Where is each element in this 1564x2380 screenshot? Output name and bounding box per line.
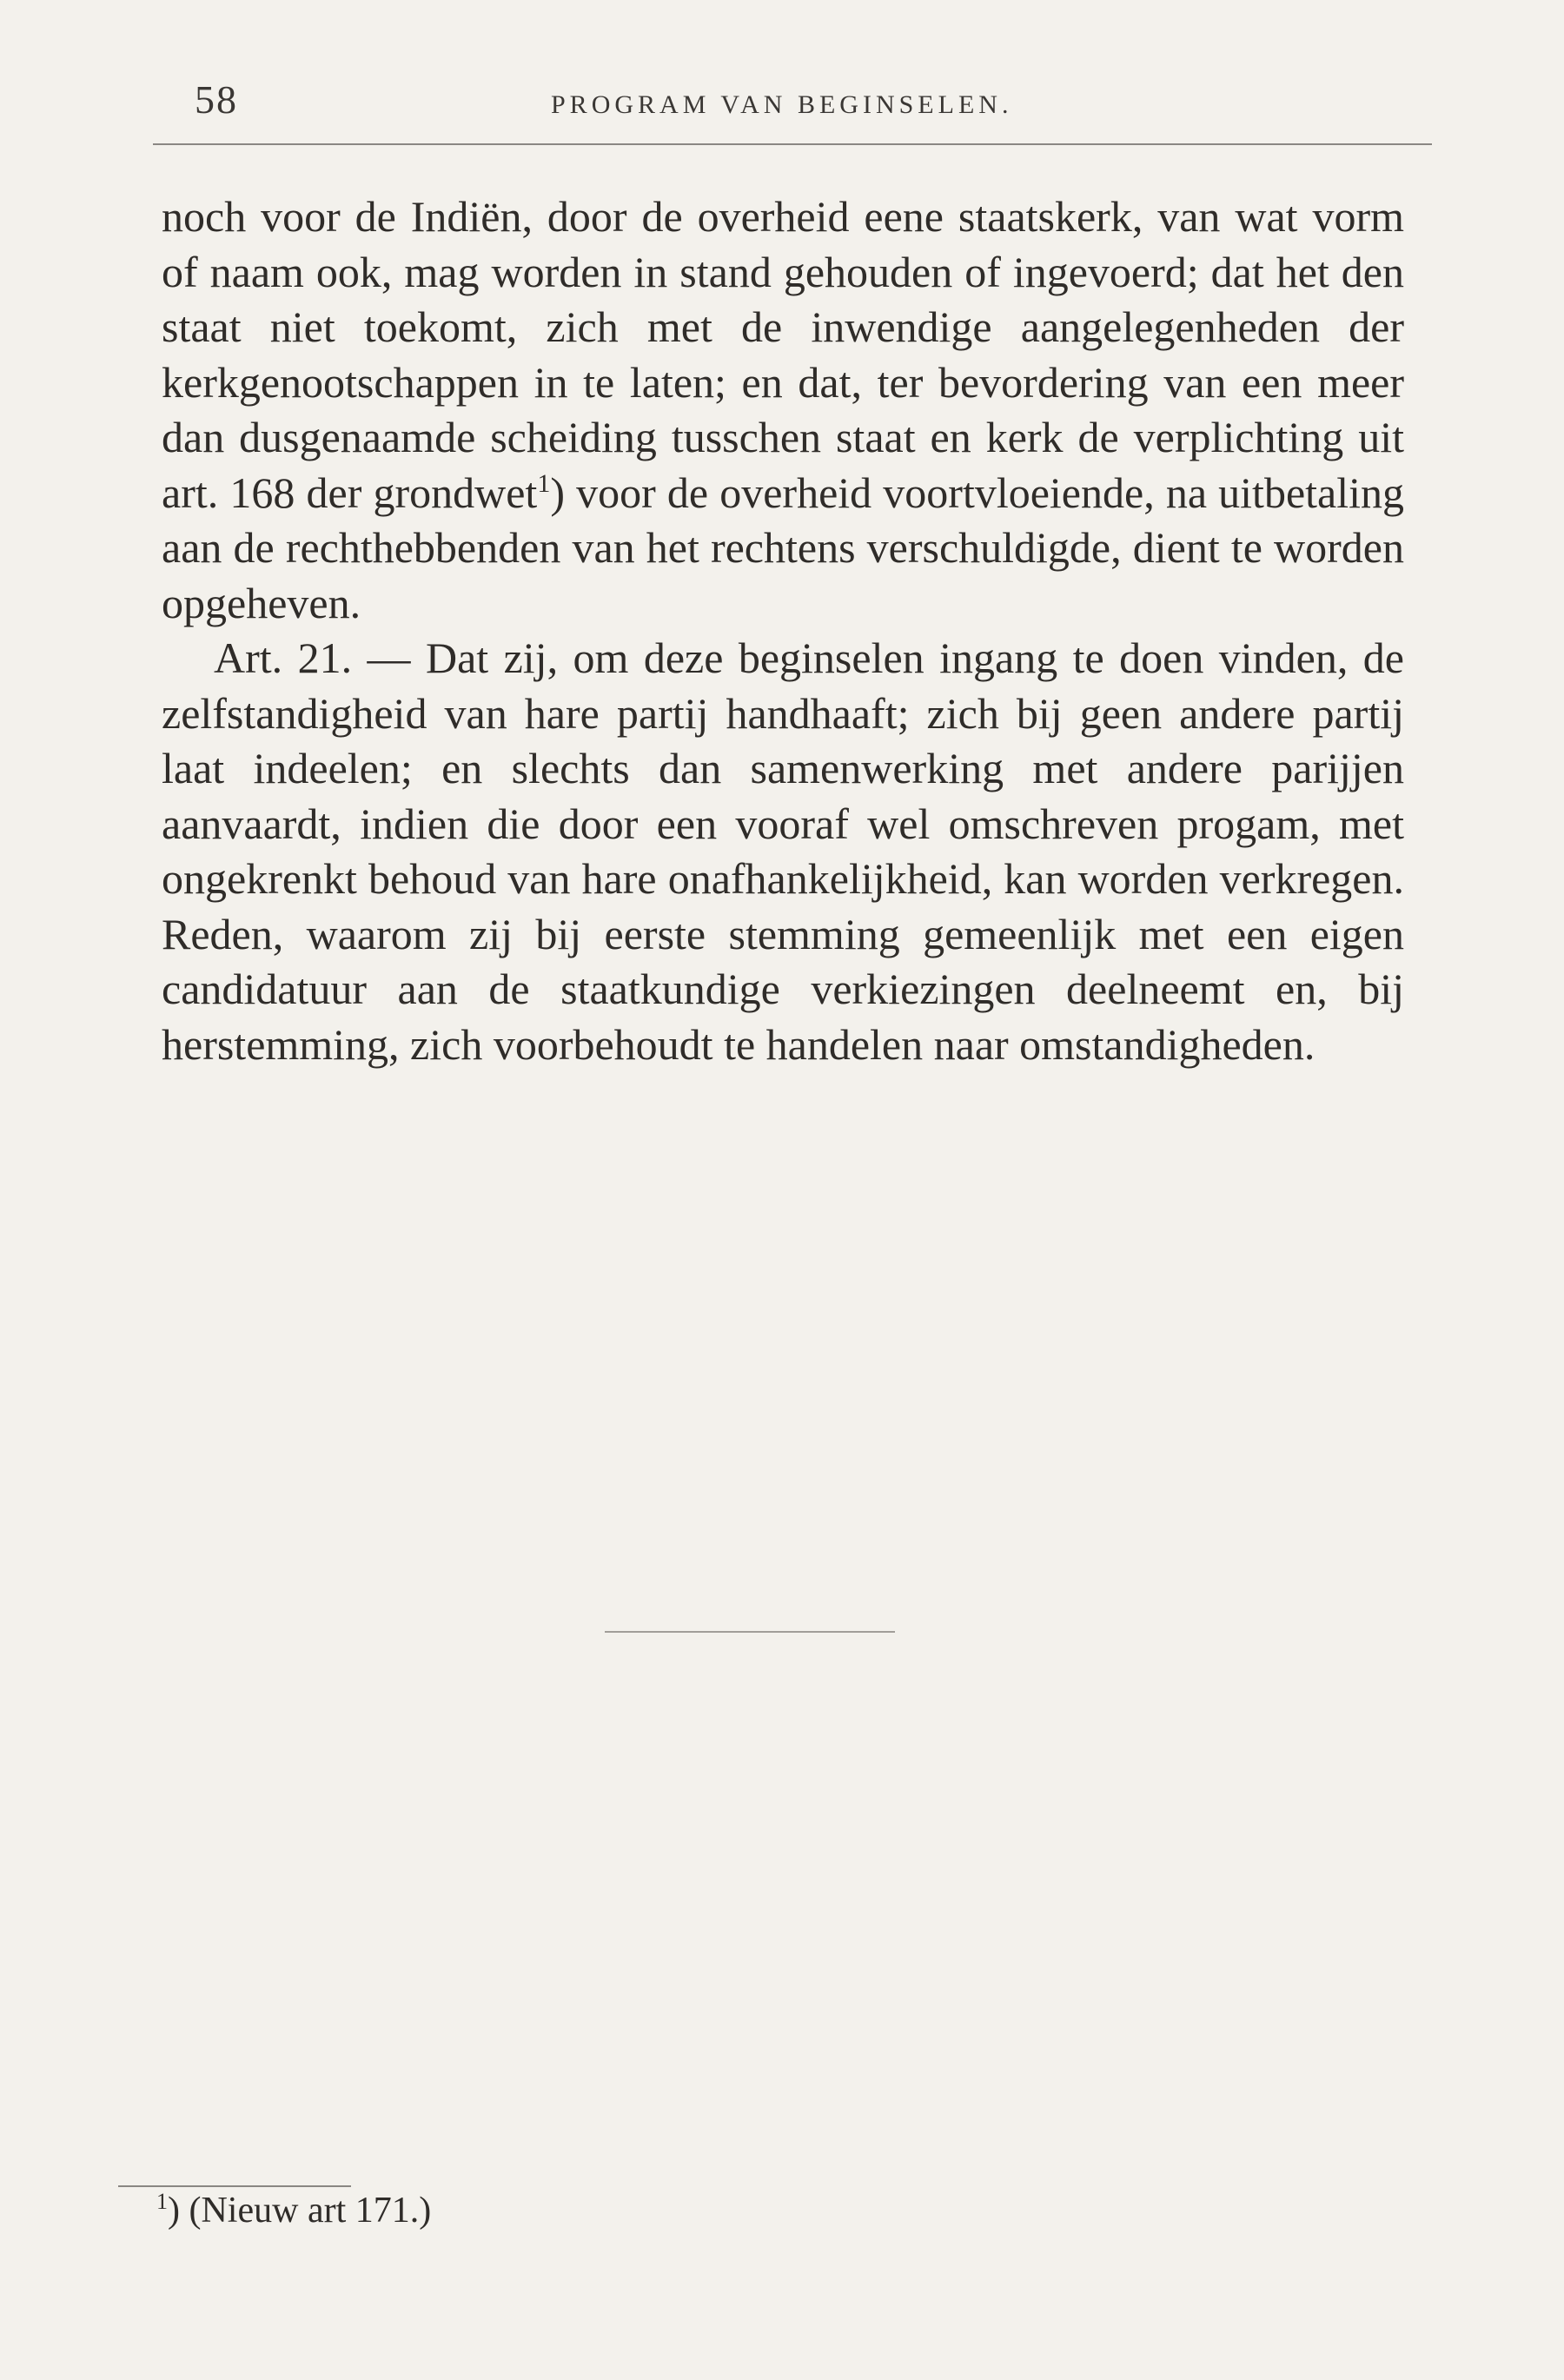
paragraph-1-text-continued: ) voor de overheid voortvloeiende, na uitbetaling aan de rechthebbenden van het rechtens verschuldigde, dient te worden opgeheven. <box>162 467 1404 627</box>
footnote <box>156 2178 431 2235</box>
paragraph-article-21: Art. 21. — Dat zij, om deze beginselen ingang te doen vinden, de zelfstandigheid van hare partij handhaaft; zich bij geen andere partij laat indeelen; en slechts dan samenwerking met andere parijjen aanvaardt, indien die door een vooraf wel omschreven progam, met ongekrenkt behoud van hare onafhankelijkheid, kan worden verkregen. Reden, waarom zij bij eerste stemming gemeenlijk met een eigen candidatuur aan de staatkundige verkiezingen deelneemt en, bij herstemming, zich voorbehoudt te handelen naar omstandigheden. <box>162 633 1404 1069</box>
header-rule <box>153 143 1432 145</box>
footnote-marker: 1 <box>156 2189 168 2214</box>
page-number: 58 <box>195 77 238 122</box>
paragraph-1 <box>162 189 1404 631</box>
footnote-reference[interactable]: 1 <box>537 468 551 498</box>
running-head: PROGRAM VAN BEGINSELEN. <box>551 90 1013 119</box>
paragraph-1-text: noch voor de Indiën, door de overheid eene staatskerk, van wat vorm of naam ook, mag worden in stand gehouden of ingevoerd; dat het den staat niet toekomt, zich met de inwendige aangelegenheden der kerkgenootschappen in te laten; en dat, ter bevordering van een meer dan dusgenaamde scheiding tusschen staat en kerk de verplichting uit art. 168 der grondwet <box>162 192 1404 517</box>
body-text <box>162 189 1404 1072</box>
footnote-text: ) (Nieuw art 171.) <box>168 2191 432 2231</box>
section-end-rule <box>605 1631 895 1633</box>
